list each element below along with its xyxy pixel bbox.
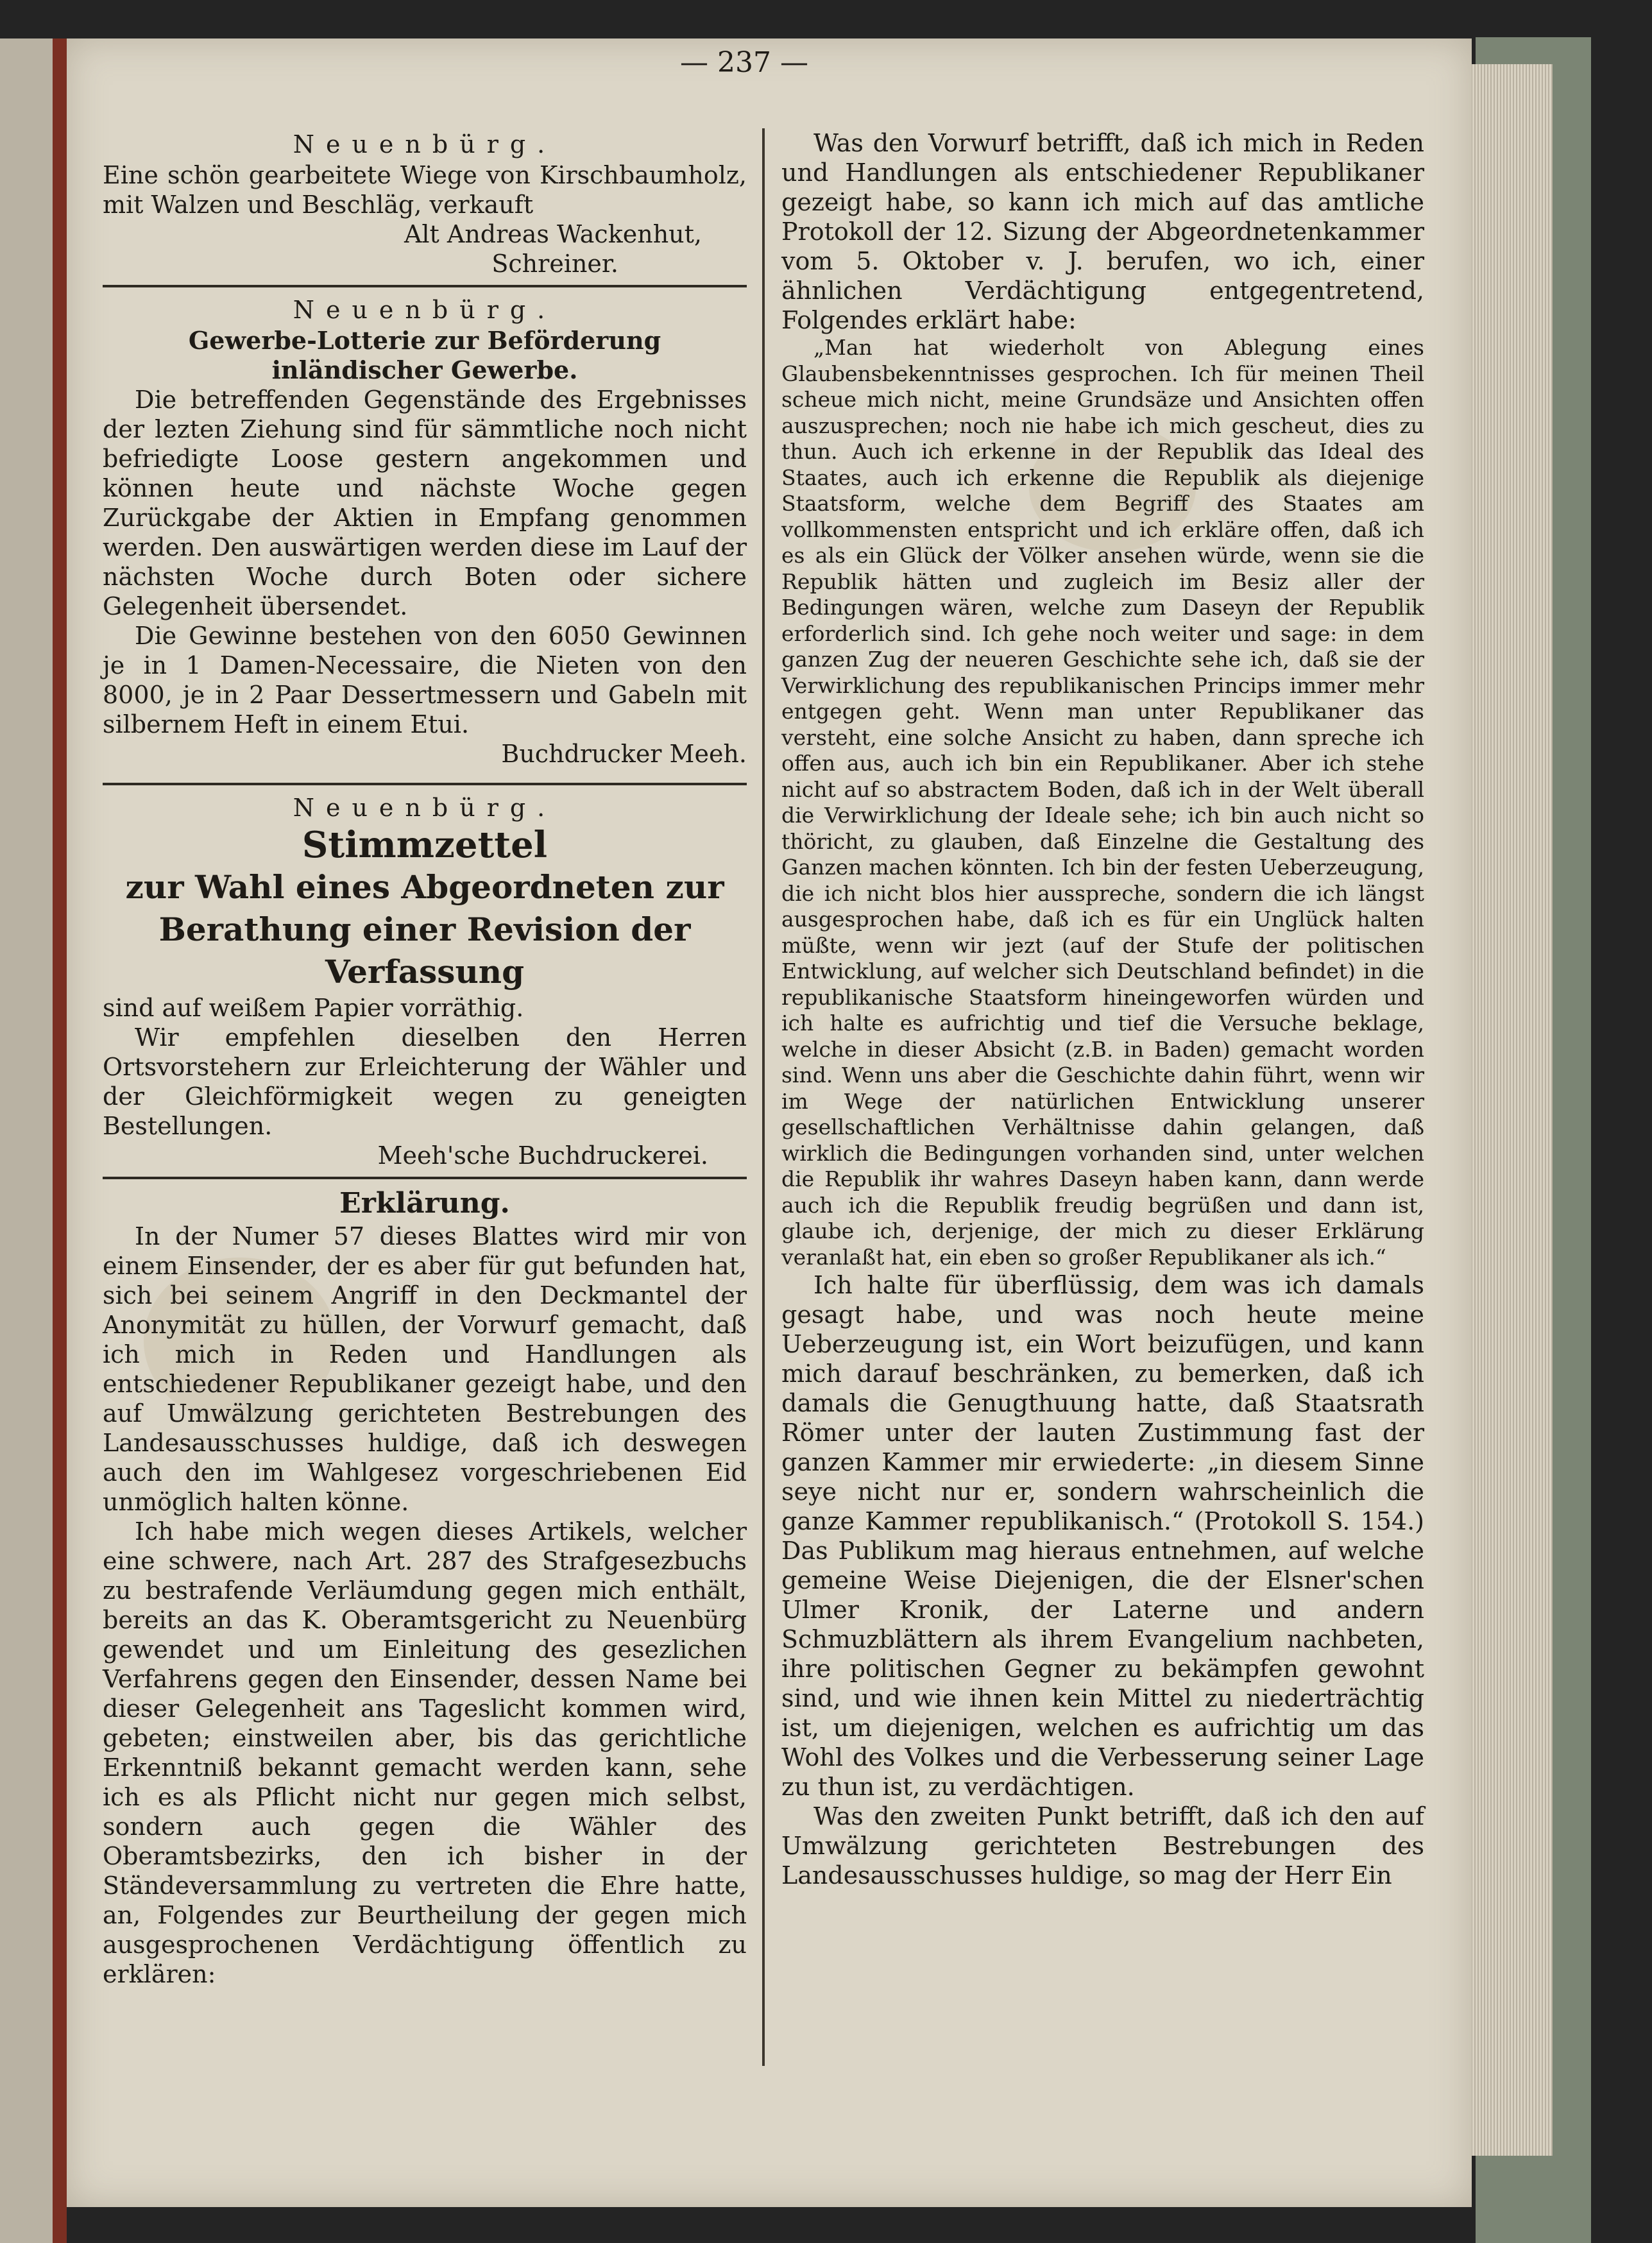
section-rule	[103, 1177, 747, 1179]
ad-text: Eine schön gearbeitete Wiege von Kirschbaumholz, mit Walzen und Beschläg, verkauft	[103, 161, 747, 219]
article-quote: „Man hat wiederholt von Ablegung eines Glaubensbekenntnisses gesprochen. Ich für meinen Theil scheue mich nicht, meine Grundsäze und Ansichten offen auszusprechen; noch nie habe ich mich gescheut, dies zu thun. Auch ich erkenne in der Republik das Ideal des Staates, auch ich erkenne die Republik als diejenige Staatsform, welche dem Begriff des Staates am vollkommensten entspricht und ich erkläre offen, daß ich es als ein Glück der Völker ansehen würde, wenn sie die Republik hätten und zugleich im Besiz aller der Bedingungen wären, welche zum Daseyn der Republik erforderlich sind. Ich gehe noch weiter und sage: in dem ganzen Zug der neueren Geschichte sehe ich, daß sie der Verwirklichung des republikanischen Princips immer mehr entgegen geht. Wenn man unter Republikaner das versteht, eine solche Ansicht zu haben, dann spreche ich offen aus, auch ich bin ein Republikaner. Aber ich stehe nicht auf so abstractem Boden, daß ich in der Welt überall die Verwirklichung der Ideale sehe; ich bin auch nicht so thöricht, zu glauben, daß Einzelne die Gestaltung des Ganzen machen könnten. Ich bin der festen Ueberzeugung, die ich nicht blos hier ausspreche, sondern die ich längst ausgesprochen habe, daß ich es für ein Unglück halten müßte, wenn wir jezt (auf der Stufe der politischen Entwicklung, auf welcher sich Deutschland befindet) in die republikanische Staatsform hineingeworfen würden und ich halte es aufrichtig und tief die Versuche beklage, welche in dieser Absicht (z.B. in Baden) gemacht worden sind. Wenn uns aber die Geschichte dahin führt, wenn wir im Wege der natürlichen Entwicklung unserer gesellschaftlichen Verhältnisse dahin gelangen, daß wirklich die Bedingungen vorhanden sind, unter welchen die Republik ihr wahres Daseyn haben kann, dann werde auch ich die Republik freudig begrüßen und dann ist, glaube ich, derjenige, der mich zu dieser Erklärung veranlaßt hat, ein eben so großer Republikaner als ich.“	[781, 335, 1424, 1270]
ad-stimmzettel	[103, 792, 747, 1170]
ad-lotterie	[103, 294, 747, 769]
right-column	[781, 128, 1424, 1890]
section-rule	[103, 783, 747, 785]
ad-place: Neuenbürg.	[293, 130, 557, 158]
left-column	[103, 128, 747, 1991]
article-paragraph: Ich halte für überflüssig, dem was ich damals gesagt habe, und was noch heute meine Ueberzeugung ist, ein Wort beizufügen, und kann mich darauf beschränken, zu bemerken, daß ich damals die Genugthuung hatte, daß Staatsrath Römer unter der lauten Zustimmung fast der ganzen Kammer mir erwiederte: „in diesem Sinne seye nicht nur er, sondern wahrscheinlich die ganze Kammer republikanisch.“ (Protokoll S. 154.) Das Publikum mag hieraus entnehmen, auf welche gemeine Weise Diejenigen, die der Elsner'schen Ulmer Kronik, der Laterne und andern Schmuzblättern als ihrem Evangelium nachbeten, ihre politischen Gegner zu bekämpfen gewohnt sind, und wie ihnen kein Mittel zu niederträchtig ist, um diejenigen, welchen es aufrichtig um das Wohl des Volkes und die Verbesserung seiner Lage zu thun ist, zu verdächtigen.	[781, 1271, 1424, 1801]
article-paragraph: Was den zweiten Punkt betrifft, daß ich den auf Umwälzung gerichteten Bestrebungen des Landesausschusses huldige, so mag der Herr Ein	[781, 1802, 1424, 1889]
ad-signature: Meeh'sche Buchdruckerei.	[377, 1141, 708, 1170]
ad-signature: Alt Andreas Wackenhut,	[404, 220, 702, 248]
ad-signature: Schreiner.	[491, 250, 618, 278]
ad-paragraph: Die Gewinne bestehen von den 6050 Gewinnen je in 1 Damen-Necessaire, die Nieten von den 8000, je in 2 Paar Dessertmessern und Gabeln mit silbernem Heft in einem Etui.	[103, 622, 747, 738]
ad-title: Stimmzettel	[302, 824, 548, 866]
ad-paragraph: Wir empfehlen dieselben den Herren Ortsvorstehern zur Erleichterung der Wähler und der Gleichförmigkeit wegen zu geneigten Bestellungen.	[103, 1023, 747, 1140]
column-divider	[762, 128, 765, 2066]
ad-place: Neuenbürg.	[293, 296, 557, 324]
ad-line: sind auf weißem Papier vorräthig.	[103, 994, 524, 1022]
ad-title: Berathung einer Revision der	[158, 910, 691, 948]
ad-paragraph: Ich habe mich wegen dieses Artikels, welcher eine schwere, nach Art. 287 des Strafgesezbuchs zu bestrafende Verläumdung gegen mich enthält, bereits an das K. Oberamtsgericht zu Neuenbürg gewendet und um Einleitung des gesezlichen Verfahrens gegen den Einsender, dessen Name bei dieser Gelegenheit ans Tageslicht kommen wird, gebeten; einstweilen aber, bis das gerichtliche Erkenntniß bekannt gemacht werden kann, sehe ich es als Pflicht nicht nur gegen mich selbst, sondern auch gegen die Wähler des Oberamtsbezirks, den ich bisher in der Ständeversammlung zu vertreten die Ehre hatte, an, Folgendes zur Beurtheilung der gegen mich ausgesprochenen Verdächtigung öffentlich zu erklären:	[103, 1517, 747, 1988]
ad-signature: Buchdrucker Meeh.	[501, 740, 747, 768]
article-paragraph: Was den Vorwurf betrifft, daß ich mich in Reden und Handlungen als entschiedener Republikaner gezeigt habe, so kann ich mich auf das amtliche Protokoll der 12. Sizung der Abgeordnetenkammer vom 5. Oktober v. J. berufen, wo ich, einer ähnlichen Verdächtigung entgegentretend, Folgendes erklärt habe:	[781, 129, 1424, 334]
ad-heading: Erklärung.	[339, 1187, 510, 1220]
previous-page-edge	[0, 38, 53, 2243]
ad-wiege	[103, 128, 747, 278]
ad-paragraph: In der Numer 57 dieses Blattes wird mir von einem Einsender, der es aber für gut befunden hat, sich bei seinem Angriff in den Deckmantel der Anonymität zu hüllen, der Vorwurf gemacht, daß ich mich in Reden und Handlungen als entschiedener Republikaner gezeigt habe, und den auf Umwälzung gerichteten Bestrebungen des Landesausschusses huldige, daß ich deswegen auch den im Wahlgesez vorgeschriebenen Eid unmöglich halten könne.	[103, 1222, 747, 1516]
ad-heading: Gewerbe-Lotterie zur Beförderung inländischer Gewerbe.	[188, 326, 661, 384]
ad-erklaerung	[103, 1186, 747, 1989]
ad-paragraph: Die betreffenden Gegenstände des Ergebnisses der lezten Ziehung sind für sämmtliche noch nicht befriedigte Loose gestern angekommen und können heute und nächste Woche gegen Zurückgabe der Aktien in Empfang genommen werden. Den auswärtigen werden diese im Lauf der nächsten Woche durch Boten oder sichere Gelegenheit übersendet.	[103, 386, 747, 620]
ad-title: zur Wahl eines Abgeordneten zur	[125, 868, 724, 906]
ad-place: Neuenbürg.	[293, 794, 557, 822]
ad-title: Verfassung	[325, 953, 525, 991]
page-number: — 237 —	[680, 46, 808, 79]
section-rule	[103, 285, 747, 287]
binding-edge	[53, 38, 67, 2243]
